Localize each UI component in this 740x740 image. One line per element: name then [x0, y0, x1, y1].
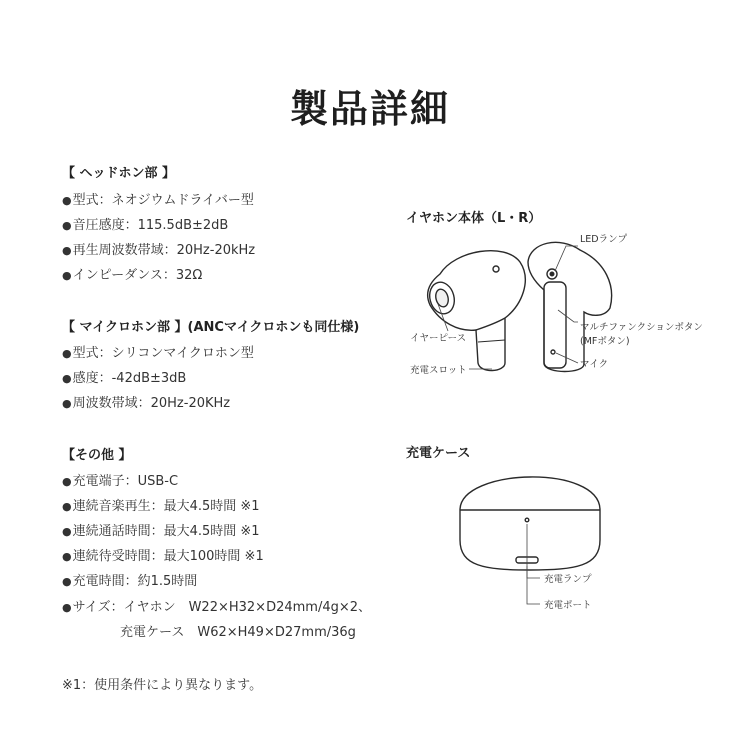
bullet: ●: [62, 219, 72, 232]
bullet: ●: [62, 194, 72, 207]
headphone-heading: 【 ヘッドホン部 】: [62, 166, 176, 181]
case-diagram-title: 充電ケース: [406, 446, 471, 461]
label-charging-slot: 充電スロット: [410, 365, 467, 376]
spec-text: インピーダンス：32Ω: [72, 268, 203, 283]
case-body: [460, 477, 600, 570]
label-mic: マイク: [580, 359, 609, 370]
bullet: ●: [62, 244, 72, 257]
port-leader: [527, 566, 540, 604]
earbud-right-illustration: [528, 242, 612, 371]
spec-text: 周波数帯域：20Hz-20KHz: [72, 396, 231, 411]
spec-text: サイズ：イヤホン W22×H32×D24mm/4g×2、: [72, 600, 372, 615]
spec-text: 音圧感度：115.5dB±2dB: [72, 218, 229, 233]
label-led: LEDランプ: [580, 234, 628, 245]
bullet: ●: [62, 601, 72, 614]
label-charging-port: 充電ポート: [544, 600, 592, 611]
label-ear-piece: イヤーピース: [410, 333, 467, 344]
label-mf-button-abbr: (MFボタン): [580, 336, 630, 347]
bullet: ●: [62, 500, 72, 513]
other-heading: 【その他 】: [62, 448, 132, 463]
spec-text: 型式：シリコンマイクロホン型: [72, 346, 254, 361]
bullet: ●: [62, 475, 72, 488]
bullet: ●: [62, 269, 72, 282]
label-charging-lamp: 充電ランプ: [544, 574, 592, 585]
spec-text: 感度：-42dB±3dB: [72, 371, 187, 386]
bullet: ●: [62, 372, 72, 385]
earbud-diagram-title: イヤホン本体（L・R）: [406, 211, 542, 226]
page-title: 製品詳細: [289, 87, 450, 131]
spec-text: 再生周波数帯域：20Hz-20kHz: [72, 243, 256, 258]
spec-text: 連続通話時間：最大4.5時間 ※1: [72, 524, 260, 539]
mic-heading: 【 マイクロホン部 】(ANCマイクロホンも同仕様): [62, 320, 360, 335]
led-lamp-center: [550, 272, 554, 276]
footnote: ※1：使用条件により異なります。: [62, 678, 263, 693]
spec-text: 充電端子：USB-C: [72, 474, 179, 489]
label-mf-button: マルチファンクションボタン: [580, 322, 703, 333]
bullet: ●: [62, 550, 72, 563]
bullet: ●: [62, 575, 72, 588]
bullet: ●: [62, 397, 72, 410]
charging-case-illustration: [460, 477, 600, 570]
spec-text: 充電時間：約1.5時間: [72, 574, 198, 589]
charging-lamp: [525, 518, 529, 522]
spec-item-case-size: 充電ケース W62×H49×D27mm/36g: [120, 625, 356, 640]
bullet: ●: [62, 347, 72, 360]
spec-text: 型式：ネオジウムドライバー型: [72, 193, 254, 208]
bullet: ●: [62, 525, 72, 538]
spec-text: 連続音楽再生：最大4.5時間 ※1: [72, 499, 260, 514]
earbud-left-illustration: [426, 251, 525, 371]
earbud-right-body: [528, 242, 612, 371]
spec-text: 連続待受時間：最大100時間 ※1: [72, 549, 264, 564]
